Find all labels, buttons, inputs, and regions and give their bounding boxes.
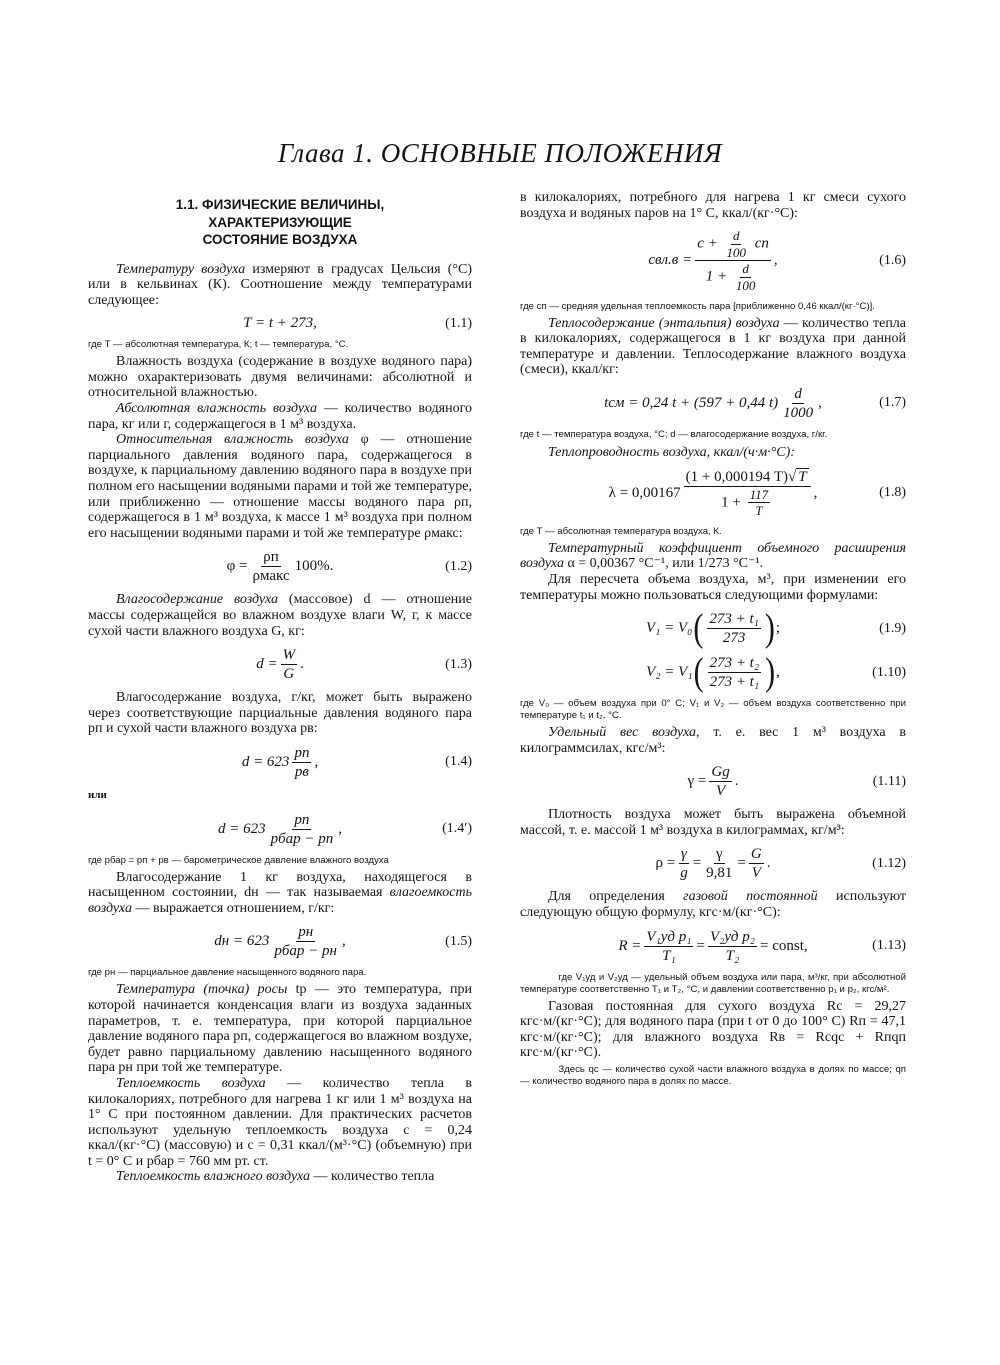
fraction xyxy=(704,845,734,882)
formula-1-12 xyxy=(520,845,906,882)
fraction xyxy=(292,744,311,781)
numerator: γ xyxy=(680,846,687,863)
fraction xyxy=(724,228,748,260)
formula-1-2 xyxy=(88,548,472,585)
sqrt-sign: √ xyxy=(788,468,797,485)
formula-rhs: , xyxy=(776,664,780,681)
formula-rhs: , xyxy=(338,820,343,837)
numerator: d xyxy=(742,261,749,277)
text: — количество тепла в килокалориях, содержащегося в 1 кг воздуха при данной температуре и давлении. Теплосодержание влажного воздуха (смеси), ккал/кг: xyxy=(520,315,907,378)
formula-lhs: φ = xyxy=(226,558,248,575)
fraction xyxy=(684,468,811,519)
paren-close: ) xyxy=(765,650,776,694)
section-heading-line: ХАРАКТЕРИЗУЮЩИЕ xyxy=(208,214,352,230)
paragraph-enthalpy xyxy=(520,316,906,378)
numerator: d xyxy=(732,228,740,244)
paragraph-gas-constant xyxy=(520,889,906,920)
paragraph-moisture-content xyxy=(88,592,472,639)
fraction xyxy=(269,811,336,848)
denominator xyxy=(704,261,763,293)
left-column xyxy=(88,190,472,1185)
or-label: или xyxy=(88,788,107,801)
formula-rhs: , xyxy=(818,394,822,411)
equals: = xyxy=(692,855,702,872)
formula-1-13 xyxy=(520,928,906,965)
denominator: V xyxy=(715,783,726,800)
fraction xyxy=(708,928,757,965)
formula-number: (1.8) xyxy=(879,485,906,501)
formula-rhs: ; xyxy=(775,620,781,637)
section-heading xyxy=(88,196,472,249)
paragraph-rel-humidity xyxy=(88,432,472,541)
denominator: 100 xyxy=(735,277,756,293)
numerator: Gg xyxy=(711,764,730,781)
term: Температуру воздуха xyxy=(116,261,246,277)
formula-lhs: d = 623 xyxy=(217,820,266,837)
formula-lhs: dн = 623 xyxy=(214,933,270,950)
fraction xyxy=(749,845,764,882)
numerator xyxy=(695,228,771,261)
formula-1-4 xyxy=(88,744,472,781)
formula-number: (1.9) xyxy=(879,620,906,636)
formula-1-5 xyxy=(88,923,472,960)
formula-1-9 xyxy=(520,606,906,650)
denominator: pбар − pн xyxy=(274,943,337,960)
denominator: G xyxy=(283,666,295,683)
term: Теплоемкость влажного воздуха xyxy=(116,1169,311,1185)
paragraph-volume: Для пересчета объема воздуха, м³, при изменении его температуры можно пользоваться следующими формулами: xyxy=(520,571,906,603)
denominator: 100 xyxy=(726,244,746,260)
text: используют следующую общую формулу, кгс·м/(кг·°С): xyxy=(520,889,907,921)
fraction xyxy=(644,928,693,965)
paragraph-expansion xyxy=(520,541,906,572)
paragraph-temperature xyxy=(88,262,472,309)
paren-open: ( xyxy=(693,606,704,650)
term: Удельный вес воздуха xyxy=(548,725,697,741)
text: — выражается отношением, г/кг: xyxy=(131,900,335,916)
paragraph-partial-pressure: Влагосодержание воздуха, г/кг, может быть выражено через соответствующие парциальные давления водяного пара pп и сухой части влажного воздуха pв: xyxy=(88,690,472,737)
equals: = xyxy=(696,937,705,954)
formula-number: (1.5) xyxy=(445,933,472,949)
paragraph-abs-humidity xyxy=(88,401,472,432)
term: газовой постоянной xyxy=(683,889,818,905)
paragraph-specific-weight xyxy=(520,725,906,756)
paragraph-density: Плотность воздуха может быть выражена объемной массой, т. е. массой 1 м³ воздуха в килограммах, кг/м³: xyxy=(520,807,906,838)
formula-1-7 xyxy=(520,385,906,422)
denominator: T xyxy=(755,503,763,519)
term: влагоемкость воздуха xyxy=(88,885,472,916)
denominator: 273 + t₁ xyxy=(709,674,760,691)
formula-number: (1.6) xyxy=(879,252,906,268)
formula-lhs: V₁ = V₀ xyxy=(645,620,693,637)
formula-1-4-prime xyxy=(88,811,472,848)
formula-body: T = t + 273, xyxy=(243,315,317,332)
fraction xyxy=(748,487,771,519)
fraction xyxy=(781,385,815,422)
fraction xyxy=(708,654,762,691)
denominator: T₂ xyxy=(725,947,740,964)
text: tр — это температура, при которой начинается конденсация влаги из воздуха заданных параметров, т. е. температура, при которой парциальное давление водяного пара pп, содержащегося во влажном воздухе, будет равно парциальному давлению насыщенного водяного пара pн при той же температуре. xyxy=(88,982,473,1076)
note: где V₀ — объем воздуха при 0° С; V₁ и V₂ — объем воздуха соответственно при температуре t₁ и t₂, °С. xyxy=(520,698,906,722)
formula-number: (1.7) xyxy=(879,395,906,411)
denominator: V xyxy=(751,865,761,882)
numerator: G xyxy=(750,846,762,863)
term: Абсолютная влажность воздуха xyxy=(116,401,317,417)
fraction xyxy=(695,228,771,293)
formula-1-8 xyxy=(520,468,906,519)
text: Для определения xyxy=(548,889,684,905)
formula-lhs: λ = 0,00167 xyxy=(608,484,681,501)
denominator xyxy=(719,487,775,519)
formula-rhs: , xyxy=(773,252,778,269)
formula-lhs: R = xyxy=(618,937,642,954)
note: где pн — парциальное давление насыщенного водяного пара. xyxy=(88,967,367,979)
paragraph-continuation: в килокалориях, потребного для нагрева 1 кг смеси сухого воздуха и водяных паров на 1° С, ккал/(кг·°С): xyxy=(520,190,906,221)
numerator xyxy=(684,468,811,487)
paragraph-heat-capacity xyxy=(88,1076,472,1170)
paragraph-dew-point xyxy=(88,982,472,1076)
numerator: d xyxy=(794,385,802,402)
fraction xyxy=(707,610,761,647)
denominator: 273 xyxy=(722,630,746,647)
term: Влагосодержание воздуха xyxy=(116,592,278,608)
term: 1 + xyxy=(721,494,745,511)
term: Относительная влажность воздуха xyxy=(116,432,349,448)
formula-1-6 xyxy=(520,228,906,293)
paragraph-humid-heat-capacity xyxy=(88,1169,472,1185)
formula-number: (1.10) xyxy=(872,664,906,680)
fraction xyxy=(678,845,690,882)
formula-lhs: cвл.в = xyxy=(648,252,693,269)
text: α = 0,00367 °С⁻¹, или 1/273 °С⁻¹. xyxy=(563,556,764,572)
paragraph-humidity: Влажность воздуха (содержание в воздухе водяного пара) можно охарактеризовать двумя величинами: абсолютной и относительной влажностью. xyxy=(88,354,472,401)
formula-rhs: 100%. xyxy=(294,558,334,575)
formula-1-11 xyxy=(520,763,906,800)
numerator: pн xyxy=(298,924,314,941)
term: Температура (точка) росы xyxy=(116,982,288,998)
denominator: 9,81 xyxy=(706,865,733,882)
paragraph-conductivity: Теплопроводность воздуха, ккал/(ч·м·°С): xyxy=(548,444,795,460)
formula-rhs: . xyxy=(734,773,739,790)
formula-1-10 xyxy=(520,650,906,694)
fraction xyxy=(272,923,339,960)
fraction xyxy=(281,646,298,683)
formula-lhs: d = xyxy=(256,656,278,673)
formula-lhs: γ = xyxy=(687,773,707,790)
formula-number: (1.4′) xyxy=(442,821,472,837)
text: — количество водяного пара, кг или г, содержащегося в 1 м³ воздуха. xyxy=(88,401,472,432)
formula-lhs: d = 623 xyxy=(241,753,290,770)
text: , т. е. вес 1 м³ воздуха в килограммсилах, кгс/м³: xyxy=(520,725,906,756)
denominator: pв xyxy=(294,763,309,780)
numerator: pп xyxy=(294,811,310,828)
paren-open: ( xyxy=(693,650,704,694)
denominator: g xyxy=(680,865,688,882)
formula-lhs: tсм = 0,24 t + (597 + 0,44 t) xyxy=(604,394,779,411)
chapter-title: Глава 1. ОСНОВНЫЕ ПОЛОЖЕНИЯ xyxy=(277,138,723,168)
term: cп xyxy=(750,235,769,252)
formula-number: (1.12) xyxy=(872,855,906,871)
denominator: pбар − pп xyxy=(270,830,334,847)
paragraph-gas-constant-values: Газовая постоянная для сухого воздуха Rс = 29,27 кгс·м/(кг·°С); для водяного пара (при t от 0 до 100° С) Rп = 47,1 кгс·м/(кг·°С); для влажного воздуха Rв = Rсqс + Rпqп кгс·м/(кг·°С). xyxy=(520,998,906,1061)
term: Теплоемкость воздуха xyxy=(116,1075,266,1091)
fraction xyxy=(734,261,758,293)
formula-rhs: , xyxy=(314,753,319,770)
text: Влагосодержание 1 кг воздуха, находящегося в насыщенном состоянии, dн — так называемая xyxy=(88,869,472,901)
numerator: V₁уд p₁ xyxy=(646,928,692,945)
paragraph-moisture-capacity xyxy=(88,870,472,917)
denominator: ρмакс xyxy=(252,568,290,585)
formula-number: (1.11) xyxy=(872,773,906,789)
term: Теплосодержание (энтальпия) воздуха xyxy=(548,315,780,331)
right-column xyxy=(520,190,906,1091)
text: — количество тепла xyxy=(310,1169,435,1185)
numerator: ρп xyxy=(263,549,279,566)
term: (1 + 0,000194 T) xyxy=(685,468,788,485)
formula-lhs: V₂ = V₁ xyxy=(646,664,693,681)
term: Температурный коэффициент объемного расширения воздуха xyxy=(520,540,906,572)
formula-1-3 xyxy=(88,646,472,683)
fraction xyxy=(251,548,292,585)
note: где cп — средняя удельная теплоемкость пара [приближенно 0,46 ккал/(кг·°С)]. xyxy=(520,300,875,312)
numerator: pп xyxy=(294,744,310,761)
denominator: 1000 xyxy=(783,404,814,421)
note: где V₁уд и V₂уд — удельный объем воздуха или пара, м³/кг, при абсолютной температуре соответственно T₁ и T₂, °С, и давлении соответственно p₁ и p₂, кгс/м². xyxy=(520,971,906,995)
note: где t — температура воздуха, °С; d — влагосодержание воздуха, г/кг. xyxy=(520,428,828,440)
formula-number: (1.4) xyxy=(445,754,472,770)
term: 1 + xyxy=(705,268,731,285)
numerator: V₂уд p₂ xyxy=(709,928,755,945)
formula-rhs: . xyxy=(300,656,304,673)
denominator: T₁ xyxy=(662,947,676,964)
numerator: γ xyxy=(715,846,723,863)
text: φ — отношение парциального давления водяного пара, содержащегося в воздухе, к парциальному давлению водяного пара в воздухе при полном его насыщении водяными парами и той же температуре, или приближенно — отношение массы водяного пара ρп, содержащегося в 1 м³ воздуха, к массе 1 м³ воздуха при полном его насыщении водяными парами и той же температуре ρмакс: xyxy=(88,432,473,541)
note: где pбар = pп + pв — барометрическое давление влажного воздуха xyxy=(88,854,389,866)
formula-1-1 xyxy=(88,315,472,332)
formula-rhs: . xyxy=(766,855,771,872)
formula-rhs: = const, xyxy=(759,937,808,954)
numerator: W xyxy=(282,647,296,664)
formula-rhs: , xyxy=(813,484,818,501)
formula-number: (1.3) xyxy=(445,656,472,672)
section-heading-line: 1.1. ФИЗИЧЕСКИЕ ВЕЛИЧИНЫ, xyxy=(175,197,385,212)
text: (массовое) d — отношение массы содержащейся во влажном воздухе влаги W, г, к массе сухой части влажного воздуха G, кг: xyxy=(88,592,473,639)
formula-lhs: ρ = xyxy=(655,855,676,872)
note: где T — абсолютная температура воздуха, К. xyxy=(520,525,722,537)
formula-number: (1.1) xyxy=(445,315,472,331)
note: где T — абсолютная температура, К; t — температура, °С. xyxy=(88,339,349,351)
formula-number: (1.13) xyxy=(872,938,906,954)
note: Здесь qс — количество сухой части влажного воздуха в долях по массе; qп — количество водяного пара в долях по массе. xyxy=(520,1064,906,1088)
formula-rhs: , xyxy=(341,933,346,950)
paren-close: ) xyxy=(764,606,775,650)
equals: = xyxy=(737,855,746,872)
sqrt-arg: T xyxy=(798,468,807,485)
term: c + xyxy=(697,235,722,252)
numerator: 273 + t₁ xyxy=(709,611,759,628)
text: — количество тепла в килокалориях, потребного для нагрева 1 кг или 1 м³ воздуха на 1° С при постоянном давлении. Для практических расчетов используют удельную теплоемкость воздуха c = 0,24 ккал/(кг·°С) (массовую) и c = 0,31 ккал/(м³·°С) (объемную) при t = 0° С и pбар = 760 мм рт. ст. xyxy=(88,1075,472,1169)
section-heading-line: СОСТОЯНИЕ ВОЗДУХА xyxy=(202,232,358,247)
numerator: 273 + t₂ xyxy=(709,655,760,672)
fraction xyxy=(709,763,731,800)
text: измеряют в градусах Цельсия (°С) или в кельвинах (К). Соотношение между температурами следующее: xyxy=(88,261,472,308)
numerator: 117 xyxy=(749,486,769,502)
formula-number: (1.2) xyxy=(445,558,472,574)
